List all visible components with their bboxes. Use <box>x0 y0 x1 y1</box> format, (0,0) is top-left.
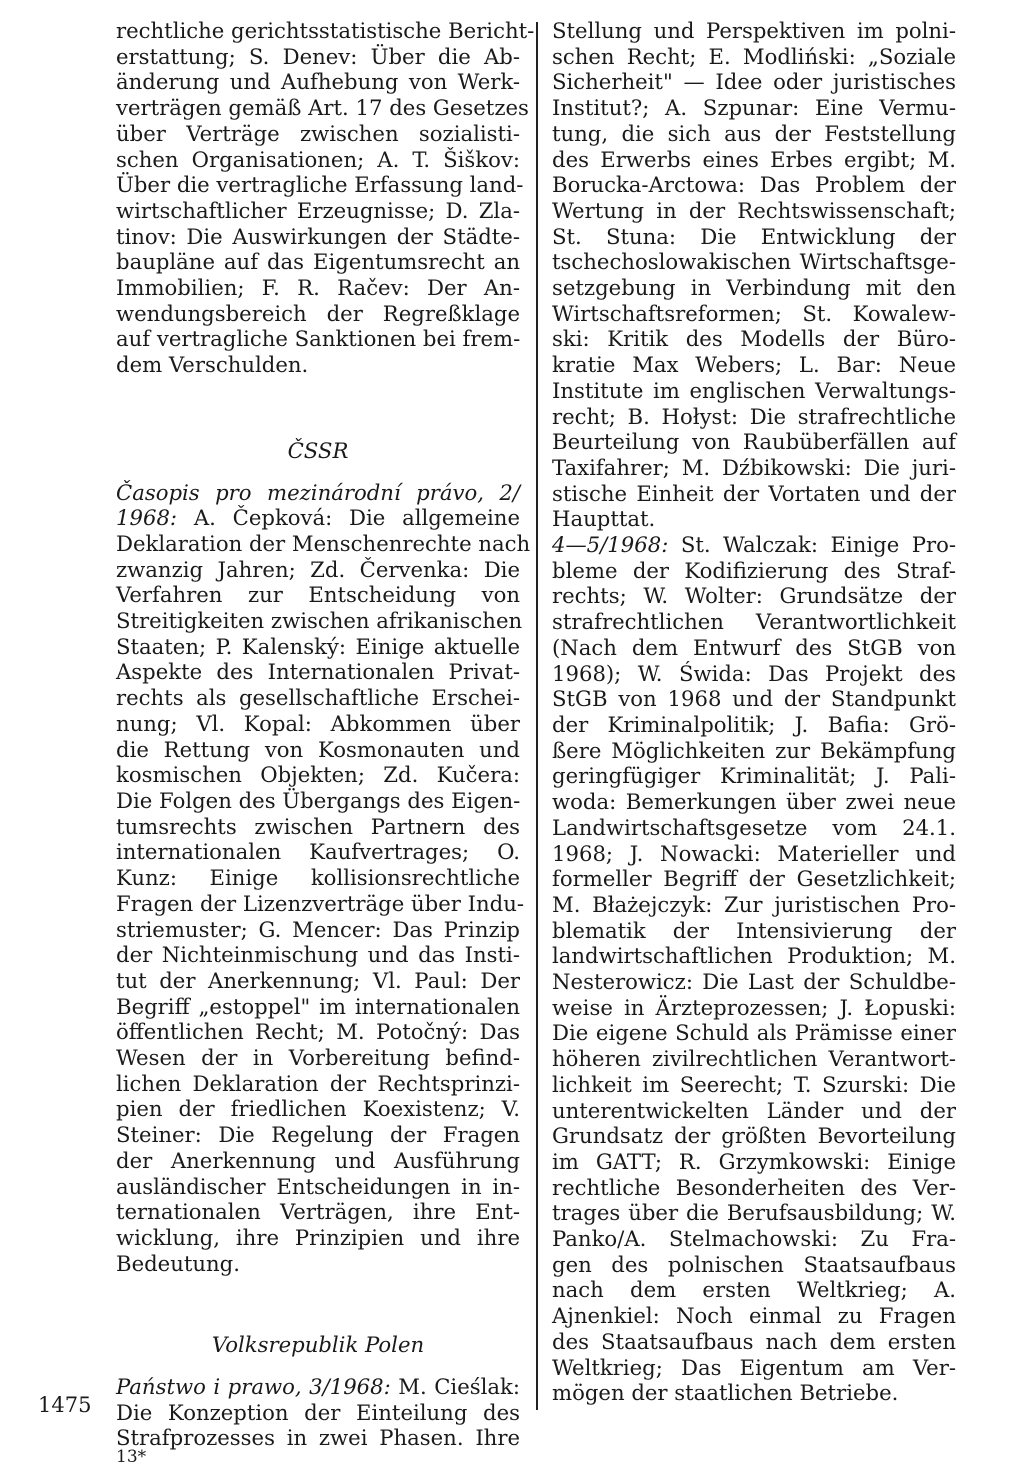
text-line: Verfahren zur Entscheidung von <box>116 582 520 608</box>
text-line: strafrechtlichen Verantwortlichkeit <box>552 609 956 635</box>
text-line: der Nichteinmischung und das Insti- <box>116 942 520 968</box>
text-line: im GATT; R. Grzymkowski: Einige <box>552 1148 956 1174</box>
text-line: geringfügiger Kriminalität; J. Pali- <box>552 763 956 789</box>
text-line: Aspekte des Internationalen Privat- <box>116 659 520 685</box>
text-line: des Erwerbs eines Erbes ergibt; M. <box>552 146 956 172</box>
text-line: setzgebung in Verbindung mit den <box>552 275 956 301</box>
text-line: wirtschaftlicher Erzeugnisse; D. Zla- <box>116 197 520 223</box>
text-line: gen des polnischen Staatsaufbaus <box>552 1251 956 1277</box>
text-line: zwanzig Jahren; Zd. Červenka: Die <box>116 556 520 582</box>
text-line: tschechoslowakischen Wirtschaftsge- <box>552 249 956 275</box>
text-line: nach dem ersten Weltkrieg; A. <box>552 1277 956 1303</box>
text-line: unterentwickelten Länder und der <box>552 1097 956 1123</box>
text-line: Fragen der Lizenzverträge über Indu- <box>116 890 525 916</box>
text-line: öffentlichen Recht; M. Potočný: Das <box>116 1019 520 1045</box>
text-line: Borucka-Arctowa: Das Problem der <box>552 172 956 198</box>
left-paragraph-2 <box>116 530 531 1276</box>
text-line: änderung und Aufhebung von Werk- <box>116 69 520 95</box>
text-line: Beurteilung von Raubüberfällen auf <box>552 429 956 455</box>
signature-mark: 13* <box>116 1447 147 1467</box>
column-divider <box>536 22 538 1410</box>
text-line: Staaten; P. Kalenský: Einige aktuelle <box>116 633 520 659</box>
text-line: Über die vertragliche Erfassung land- <box>116 172 524 198</box>
text-line: pien der friedlichen Koexistenz; V. <box>116 1096 520 1122</box>
text-line: tung, die sich aus der Feststellung <box>552 120 956 146</box>
text-line: des Staatsaufbaus nach dem ersten <box>552 1328 956 1354</box>
text-line: internationalen Kaufvertrages; O. <box>116 839 520 865</box>
text-line: woda: Bemerkungen über zwei neue <box>552 789 956 815</box>
text-line: St. Stuna: Die Entwicklung der <box>552 223 956 249</box>
text-line: recht; B. Hołyst: Die strafrechtliche <box>552 403 956 429</box>
text-line: wicklung, ihre Prinzipien und ihre <box>116 1224 520 1250</box>
text-line: lichen Deklaration der Rechtsprinzi- <box>116 1070 520 1096</box>
text-line: mögen der staatlichen Betriebe. <box>552 1380 899 1406</box>
right-column <box>552 18 956 1406</box>
text-line: Strafprozesses in zwei Phasen. Ihre <box>116 1425 520 1451</box>
text-line: Wirtschaftsreformen; St. Kowalew- <box>552 300 956 326</box>
text-line: Landwirtschaftsgesetze vom 24.1. <box>552 814 956 840</box>
text-line: rechts; W. Wolter: Grundsätze der <box>552 583 956 609</box>
journal-title-line-polen: Państwo i prawo, 3/1968: M. Cieślak: <box>116 1374 521 1400</box>
text-line: Die eigene Schuld als Prämisse einer <box>552 1020 956 1046</box>
text-line: Grundsatz der größten Bevorteilung <box>552 1123 956 1149</box>
text-line: tumsrechts zwischen Partnern des <box>116 813 520 839</box>
text-line: landwirtschaftlichen Produktion; M. <box>552 943 956 969</box>
text-line: höheren zivilrechtlichen Verantwort- <box>552 1046 956 1072</box>
text-line: Die Konzeption der Einteilung des <box>116 1399 520 1425</box>
text-line: Wertung in der Rechtswissenschaft; <box>552 197 956 223</box>
text-line: formeller Begriff der Gesetzlichkeit; <box>552 866 956 892</box>
text-line: Taxifahrer; M. Dźbikowski: Die juri- <box>552 454 956 480</box>
text-line: stische Einheit der Vortaten und der <box>552 480 956 506</box>
journal-title: Časopis pro mezinárodní právo, 2/ <box>116 479 520 505</box>
journal-title-line <box>116 480 520 506</box>
text-line: Steiner: Die Regelung der Fragen <box>116 1122 520 1148</box>
journal-issue: 1968: <box>116 505 178 531</box>
text-line: Stellung und Perspektiven im polni- <box>552 18 956 43</box>
right-paragraph-2 <box>552 558 956 1406</box>
text-line: baupläne auf das Eigentumsrecht an <box>116 249 520 275</box>
text-line: striemuster; G. Mencer: Das Prinzip <box>116 916 520 942</box>
text-line: dem Verschulden. <box>116 352 309 378</box>
text-line: ternationalen Verträgen, ihre Ent- <box>116 1199 520 1225</box>
text-line: Institute im englischen Verwaltungs- <box>552 377 956 403</box>
text-line: über Verträge zwischen sozialisti- <box>116 120 520 146</box>
text-line: tut der Anerkennung; Vl. Paul: Der <box>116 967 520 993</box>
text-line: Institut?; A. Szpunar: Eine Vermu- <box>552 95 956 121</box>
section-heading-cssr: ČSSR <box>287 437 349 463</box>
section-heading-polen: Volksrepublik Polen <box>211 1332 425 1358</box>
text-line: der Kriminalpolitik; J. Bafia: Grö- <box>552 711 956 737</box>
text-line: Bedeutung. <box>116 1250 240 1276</box>
text-line: Immobilien; F. R. Račev: Der An- <box>116 275 520 301</box>
text-line: die Rettung von Kosmonauten und <box>116 736 520 762</box>
journal-issue-line: 1968: A. Čepková: Die allgemeine <box>116 505 520 531</box>
text-line: verträgen gemäß Art. 17 des Gesetzes <box>116 95 529 121</box>
text-line: weise in Ärzteprozessen; J. Łopuski: <box>552 994 956 1020</box>
text-line: Ajnenkiel: Noch einmal zu Fragen <box>552 1303 956 1329</box>
text-line: nung; Vl. Kopal: Abkommen über <box>116 710 520 736</box>
text-line: (Nach dem Entwurf des StGB von <box>552 634 956 660</box>
text-line: schen Recht; E. Modliński: „Soziale <box>552 43 956 69</box>
text-line: bleme der Kodifizierung des Straf- <box>552 557 956 583</box>
right-paragraph-1 <box>552 18 956 532</box>
text-line: Begriff „estoppel" im internationalen <box>116 993 520 1019</box>
text-line: blematik der Intensivierung der <box>552 917 956 943</box>
text-line: kratie Max Webers; L. Bar: Neue <box>552 352 956 378</box>
text-line: auf vertragliche Sanktionen bei frem- <box>116 326 521 352</box>
text-line: trages über die Berufsausbildung; W. <box>552 1200 956 1226</box>
text-line: ski: Kritik des Modells der Büro- <box>552 326 956 352</box>
text-line: ausländischer Entscheidungen in in- <box>116 1173 520 1199</box>
text-line: ßere Möglichkeiten zur Bekämpfung <box>552 737 956 763</box>
text-line: 1968; J. Nowacki: Materieller und <box>552 840 956 866</box>
page-number: 1475 <box>38 1393 92 1417</box>
left-column <box>116 18 535 1451</box>
issue-line: 4—5/1968: St. Walczak: Einige Pro- <box>552 532 956 558</box>
text-line: Streitigkeiten zwischen afrikanischen <box>116 608 523 634</box>
text-line: Nesterowicz: Die Last der Schuldbe- <box>552 969 956 995</box>
text-line: der Anerkennung und Ausführung <box>116 1147 520 1173</box>
issue-number: 4—5/1968: <box>552 532 669 558</box>
left-paragraph-3 <box>116 1400 520 1451</box>
text-line: lichkeit im Seerecht; T. Szurski: Die <box>552 1071 956 1097</box>
text-line: Weltkrieg; Das Eigentum am Ver- <box>552 1354 956 1380</box>
text-line: schen Organisationen; A. T. Šiškov: <box>116 146 520 172</box>
text-line: erstattung; S. Denev: Über die Ab- <box>116 43 520 69</box>
text-line: Deklaration der Menschenrechte nach <box>116 530 531 556</box>
text-line: Panko/A. Stelmachowski: Zu Fra- <box>552 1226 956 1252</box>
text-line: tinov: Die Auswirkungen der Städte- <box>116 223 520 249</box>
journal-title-polen: Państwo i prawo, 3/1968: <box>116 1374 391 1400</box>
text-line: Die Folgen des Übergangs des Eigen- <box>116 787 521 813</box>
text-line: rechts als gesellschaftliche Erschei- <box>116 685 520 711</box>
text-line: Haupttat. <box>552 506 656 532</box>
text-line: kosmischen Objekten; Zd. Kučera: <box>116 762 520 788</box>
text-line: wendungsbereich der Regreßklage <box>116 300 520 326</box>
text-line: rechtliche gerichtsstatistische Bericht- <box>116 18 535 43</box>
text-line: Wesen der in Vorbereitung befind- <box>116 1045 520 1071</box>
text-line: Sicherheit" — Idee oder juristisches <box>552 69 956 95</box>
text-line: rechtliche Besonderheiten des Ver- <box>552 1174 956 1200</box>
text-line: StGB von 1968 und der Standpunkt <box>552 686 956 712</box>
text-line: M. Błażejczyk: Zur juristischen Pro- <box>552 891 956 917</box>
left-paragraph-1 <box>116 18 535 378</box>
text-line: 1968); W. Świda: Das Projekt des <box>552 660 956 686</box>
text-line: Kunz: Einige kollisionsrechtliche <box>116 865 520 891</box>
